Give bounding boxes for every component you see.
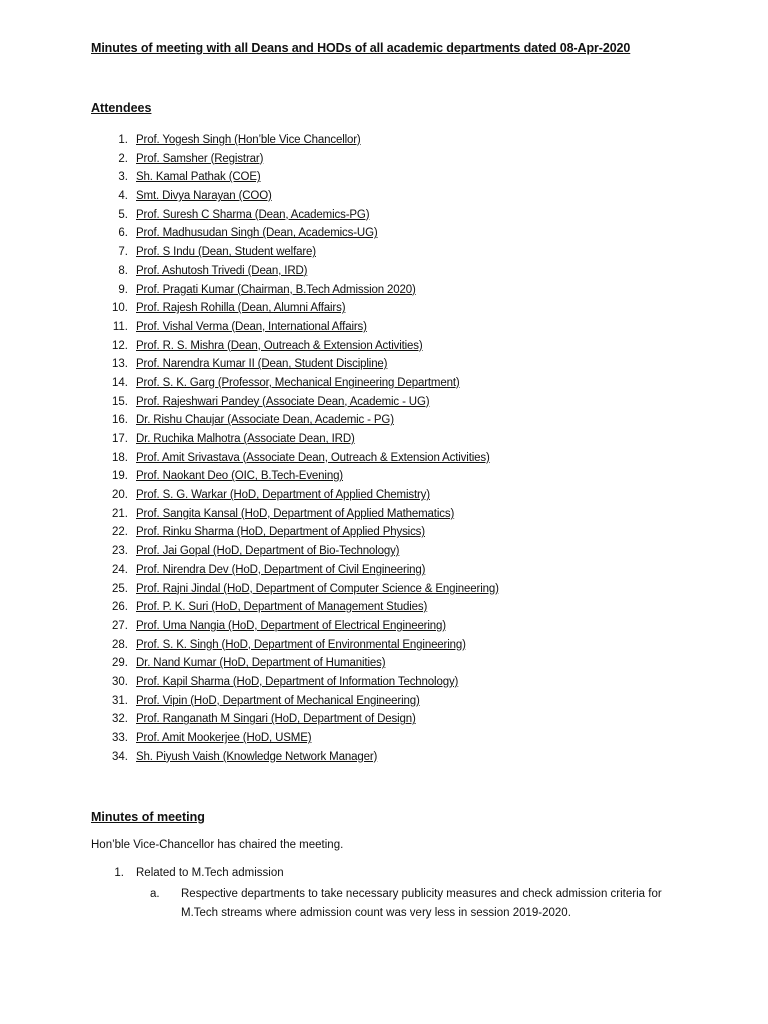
attendee-name: Prof. R. S. Mishra (Dean, Outreach & Extension Activities) xyxy=(136,339,423,352)
attendee-number: 16 . xyxy=(90,411,128,430)
attendee-item xyxy=(0,561,768,580)
document-title: Minutes of meeting with all Deans and HODs of all academic departments dated 08-Apr-2020 xyxy=(91,41,631,55)
chair-statement: Hon’ble Vice-Chancellor has chaired the meeting. xyxy=(91,839,344,851)
attendee-number: 9 . xyxy=(90,281,128,300)
attendee-number: 13 . xyxy=(90,355,128,374)
attendee-name: Dr. Rishu Chaujar (Associate Dean, Academic - PG) xyxy=(136,414,394,427)
attendee-number: 5 . xyxy=(90,206,128,225)
attendee-item xyxy=(0,467,768,486)
attendee-number: 20 . xyxy=(90,486,128,505)
attendee-number: 29 . xyxy=(90,654,128,673)
attendee-number: 7 . xyxy=(90,243,128,262)
attendee-item xyxy=(0,580,768,599)
attendee-number: 19 . xyxy=(90,467,128,486)
attendee-item xyxy=(0,710,768,729)
attendee-name: Prof. S. K. Singh (HoD, Department of Environmental Engineering) xyxy=(136,638,466,651)
attendee-name: Prof. Narendra Kumar II (Dean, Student Discipline) xyxy=(136,358,388,371)
attendee-item xyxy=(0,729,768,748)
attendee-number: 23 . xyxy=(90,542,128,561)
attendee-number: 17 . xyxy=(90,430,128,449)
attendee-name: Prof. Sangita Kansal (HoD, Department of Applied Mathematics) xyxy=(136,507,455,520)
attendee-item xyxy=(0,636,768,655)
attendee-item xyxy=(0,374,768,393)
attendee-item xyxy=(0,673,768,692)
attendee-number: 27 . xyxy=(90,617,128,636)
attendee-item xyxy=(0,243,768,262)
attendee-name: Prof. Amit Mookerjee (HoD, USME) xyxy=(136,732,312,744)
attendee-number: 28 . xyxy=(90,636,128,655)
attendee-item xyxy=(0,337,768,356)
attendee-item xyxy=(0,168,768,187)
attendee-name: Smt. Divya Narayan (COO) xyxy=(136,190,272,203)
attendee-name: Prof. S. G. Warkar (HoD, Department of Applied Chemistry) xyxy=(136,489,430,502)
attendee-item xyxy=(0,355,768,374)
attendee-number: 3 . xyxy=(90,168,128,187)
attendee-item xyxy=(0,187,768,206)
attendee-name: Prof. Vishal Verma (Dean, International Affairs) xyxy=(136,320,367,333)
attendee-number: 33 . xyxy=(90,729,128,748)
attendee-item xyxy=(0,486,768,505)
minute-item-text: Related to M.Tech admission xyxy=(136,867,284,879)
attendee-name: Prof. Rajni Jindal (HoD, Department of Computer Science & Engineering) xyxy=(136,582,499,595)
attendee-number: 25 . xyxy=(90,580,128,599)
minutes-heading: Minutes of meeting xyxy=(91,810,205,824)
attendee-list xyxy=(0,131,768,766)
attendee-name: Prof. Samsher (Registrar) xyxy=(136,152,264,165)
attendee-item xyxy=(0,318,768,337)
attendee-name: Prof. S. K. Garg (Professor, Mechanical Engineering Department) xyxy=(136,376,460,389)
attendee-number: 10 . xyxy=(90,299,128,318)
attendee-number: 30 . xyxy=(90,673,128,692)
attendee-number: 6 . xyxy=(90,224,128,243)
attendee-item xyxy=(0,262,768,281)
attendee-item xyxy=(0,748,768,767)
attendee-number: 32 . xyxy=(90,710,128,729)
attendee-item xyxy=(0,393,768,412)
attendee-number: 1 . xyxy=(90,131,128,150)
attendee-item xyxy=(0,150,768,169)
attendee-item xyxy=(0,692,768,711)
attendee-name: Prof. Rajesh Rohilla (Dean, Alumni Affairs) xyxy=(136,302,346,315)
attendee-number: 24 . xyxy=(90,561,128,580)
attendees-heading: Attendees xyxy=(91,101,152,115)
attendee-name: Prof. Vipin (HoD, Department of Mechanical Engineering) xyxy=(136,694,420,707)
attendee-number: 34 . xyxy=(90,748,128,767)
attendee-item xyxy=(0,206,768,225)
attendee-name: Dr. Nand Kumar (HoD, Department of Humanities) xyxy=(136,657,386,670)
attendee-number: 4 . xyxy=(90,187,128,206)
attendee-name: Prof. Madhusudan Singh (Dean, Academics-UG) xyxy=(136,227,378,240)
minute-subitem-text: Respective departments to take necessary publicity measures and check admission criteria for M.Tech streams where admission count was very less in session 2019-2020. xyxy=(181,888,662,919)
attendee-item xyxy=(0,505,768,524)
attendee-name: Prof. Suresh C Sharma (Dean, Academics-PG) xyxy=(136,208,370,221)
attendee-item xyxy=(0,281,768,300)
attendee-item xyxy=(0,224,768,243)
attendee-name: Prof. P. K. Suri (HoD, Department of Management Studies) xyxy=(136,601,428,614)
attendee-name: Sh. Piyush Vaish (Knowledge Network Manager) xyxy=(136,750,378,763)
attendee-item xyxy=(0,598,768,617)
attendee-number: 11 . xyxy=(90,318,128,337)
attendee-name: Sh. Kamal Pathak (COE) xyxy=(136,171,261,184)
attendee-name: Prof. Uma Nangia (HoD, Department of Electrical Engineering) xyxy=(136,619,446,632)
attendee-item xyxy=(0,430,768,449)
attendee-name: Prof. Kapil Sharma (HoD, Department of Information Technology) xyxy=(136,675,459,688)
attendee-name: Prof. Jai Gopal (HoD, Department of Bio-Technology) xyxy=(136,545,400,558)
attendee-item xyxy=(0,449,768,468)
attendee-item xyxy=(0,617,768,636)
attendee-number: 8 . xyxy=(90,262,128,281)
attendee-name: Prof. Ranganath M Singari (HoD, Department of Design) xyxy=(136,713,416,726)
minute-item-number: 1. xyxy=(114,867,124,879)
attendee-name: Dr. Ruchika Malhotra (Associate Dean, IRD) xyxy=(136,433,355,445)
attendee-name: Prof. Pragati Kumar (Chairman, B.Tech Admission 2020) xyxy=(136,283,416,296)
attendee-name: Prof. Nirendra Dev (HoD, Department of Civil Engineering) xyxy=(136,563,426,576)
attendee-item xyxy=(0,131,768,150)
attendee-number: 12 . xyxy=(90,337,128,356)
attendee-name: Prof. Naokant Deo (OIC, B.Tech-Evening) xyxy=(136,470,343,483)
attendee-item xyxy=(0,654,768,673)
attendee-item xyxy=(0,411,768,430)
attendee-number: 31 . xyxy=(90,692,128,711)
attendee-name: Prof. Ashutosh Trivedi (Dean, IRD) xyxy=(136,264,308,277)
attendee-number: 18 . xyxy=(90,449,128,468)
attendee-item xyxy=(0,523,768,542)
attendee-name: Prof. Amit Srivastava (Associate Dean, Outreach & Extension Activities) xyxy=(136,451,490,464)
attendee-number: 2 . xyxy=(90,150,128,169)
minute-subitem-letter: a. xyxy=(150,888,160,900)
attendee-name: Prof. Yogesh Singh (Hon’ble Vice Chancellor) xyxy=(136,134,361,146)
attendee-number: 26 . xyxy=(90,598,128,617)
attendee-number: 15 . xyxy=(90,393,128,412)
attendee-item xyxy=(0,542,768,561)
attendee-number: 22 . xyxy=(90,523,128,542)
attendee-name: Prof. Rinku Sharma (HoD, Department of Applied Physics) xyxy=(136,526,425,539)
attendee-item xyxy=(0,299,768,318)
attendee-name: Prof. Rajeshwari Pandey (Associate Dean, Academic - UG) xyxy=(136,395,430,408)
attendee-number: 14 . xyxy=(90,374,128,393)
attendee-name: Prof. S Indu (Dean, Student welfare) xyxy=(136,246,316,259)
attendee-number: 21 . xyxy=(90,505,128,524)
